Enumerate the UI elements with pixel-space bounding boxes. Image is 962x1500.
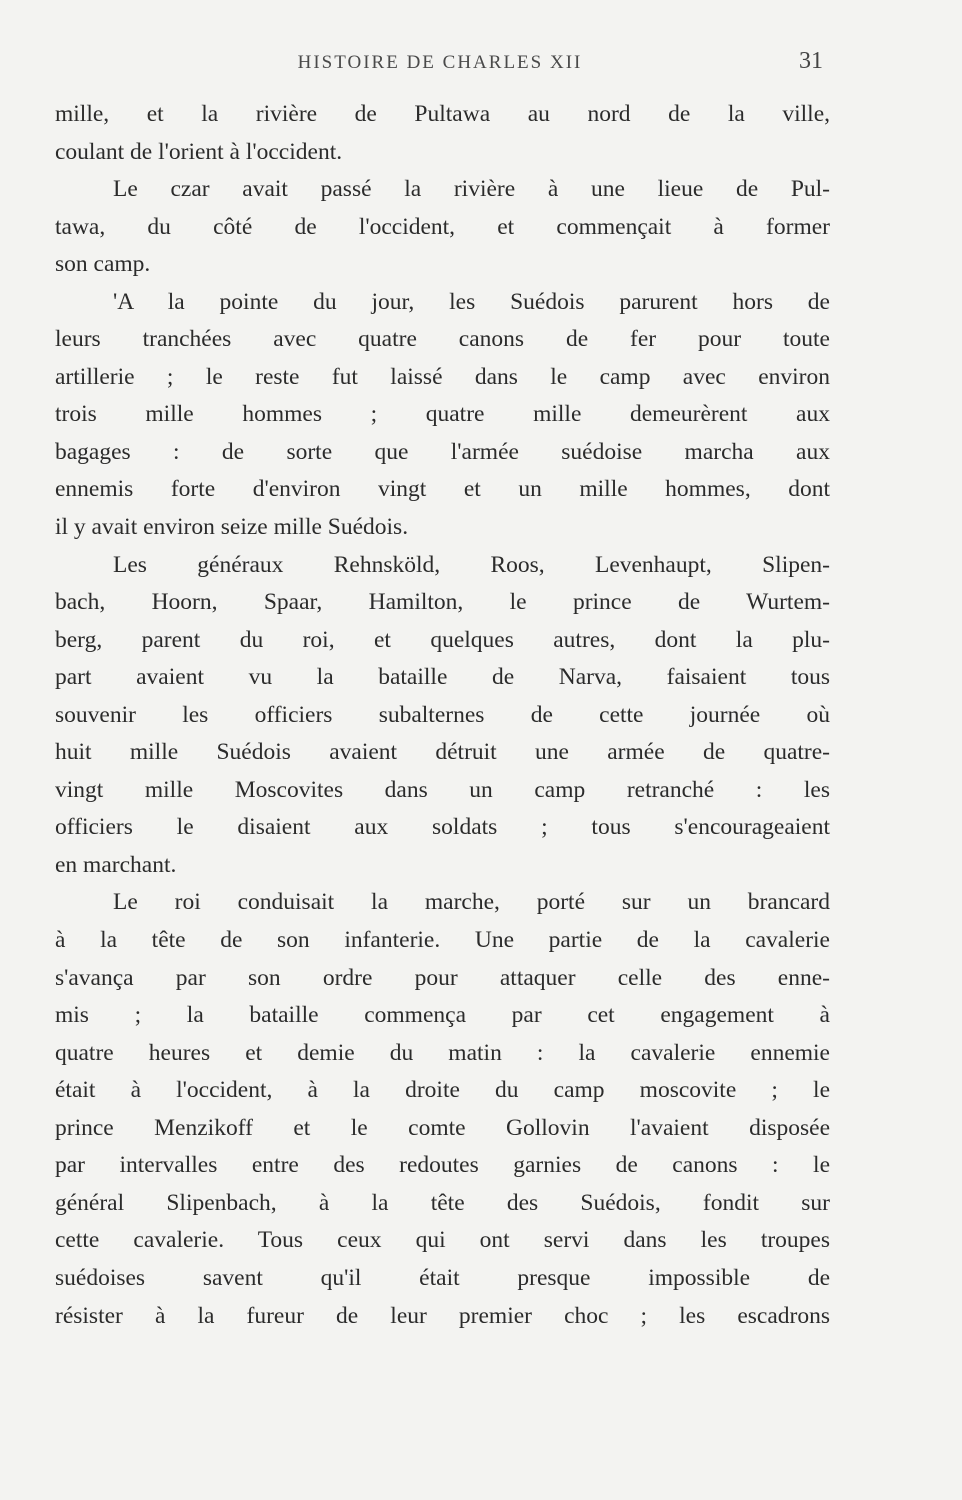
- text-line: bach, Hoorn, Spaar, Hamilton, le prince de Wurtem-: [55, 589, 830, 616]
- text-line: coulant de l'orient à l'occident.: [55, 138, 343, 165]
- text-line: bagages : de sorte que l'armée suédoise marcha aux: [55, 438, 830, 465]
- text-line: souvenir les officiers subalternes de cette journée où: [55, 701, 830, 728]
- text-line: il y avait environ seize mille Suédois.: [55, 514, 409, 541]
- text-line: ennemis forte d'environ vingt et un mille hommes, dont: [55, 476, 830, 503]
- text-line: cette cavalerie. Tous ceux qui ont servi dans les troupes: [55, 1227, 830, 1254]
- text-line: en marchant.: [55, 851, 177, 878]
- text-line: mis ; la bataille commença par cet engagement à: [55, 1002, 830, 1029]
- text-line: officiers le disaient aux soldats ; tous s'encourageaient: [55, 814, 830, 841]
- text-line: huit mille Suédois avaient détruit une armée de quatre-: [55, 739, 830, 766]
- text-line: vingt mille Moscovites dans un camp retranché : les: [55, 776, 830, 803]
- running-title: HISTOIRE DE CHARLES XII: [297, 52, 583, 73]
- text-line: était à l'occident, à la droite du camp moscovite ; le: [55, 1077, 830, 1104]
- text-line: s'avança par son ordre pour attaquer celle des enne-: [55, 964, 830, 991]
- text-line: suédoises savent qu'il était presque impossible de: [55, 1264, 830, 1291]
- page-header: [55, 50, 825, 80]
- text-line: Le czar avait passé la rivière à une lieue de Pul-: [113, 176, 830, 203]
- page-number: 31: [799, 48, 823, 74]
- text-line: à la tête de son infanterie. Une partie de la cavalerie: [55, 927, 830, 954]
- text-line: mille, et la rivière de Pultawa au nord de la ville,: [55, 101, 830, 127]
- text-line: tawa, du côté de l'occident, et commençait à former: [55, 213, 830, 240]
- text-line: berg, parent du roi, et quelques autres, dont la plu-: [55, 626, 830, 653]
- text-line: Les généraux Rehnsköld, Roos, Levenhaupt, Slipen-: [113, 551, 830, 578]
- text-line: prince Menzikoff et le comte Gollovin l'avaient disposée: [55, 1114, 830, 1141]
- text-line: quatre heures et demie du matin : la cavalerie ennemie: [55, 1039, 830, 1066]
- text-line: par intervalles entre des redoutes garnies de canons : le: [55, 1152, 830, 1179]
- body-text: [55, 96, 830, 1335]
- text-line: leurs tranchées avec quatre canons de fer pour toute: [55, 326, 830, 353]
- text-line: général Slipenbach, à la tête des Suédois, fondit sur: [55, 1189, 830, 1216]
- text-line: trois mille hommes ; quatre mille demeurèrent aux: [55, 401, 830, 428]
- text-line: Le roi conduisait la marche, porté sur un brancard: [113, 889, 830, 916]
- text-line: son camp.: [55, 251, 151, 278]
- text-line: 'A la pointe du jour, les Suédois parurent hors de: [113, 288, 830, 315]
- text-line: part avaient vu la bataille de Narva, faisaient tous: [55, 664, 830, 691]
- text-line: artillerie ; le reste fut laissé dans le camp avec environ: [55, 363, 830, 390]
- text-line: résister à la fureur de leur premier choc ; les escadrons: [55, 1302, 830, 1329]
